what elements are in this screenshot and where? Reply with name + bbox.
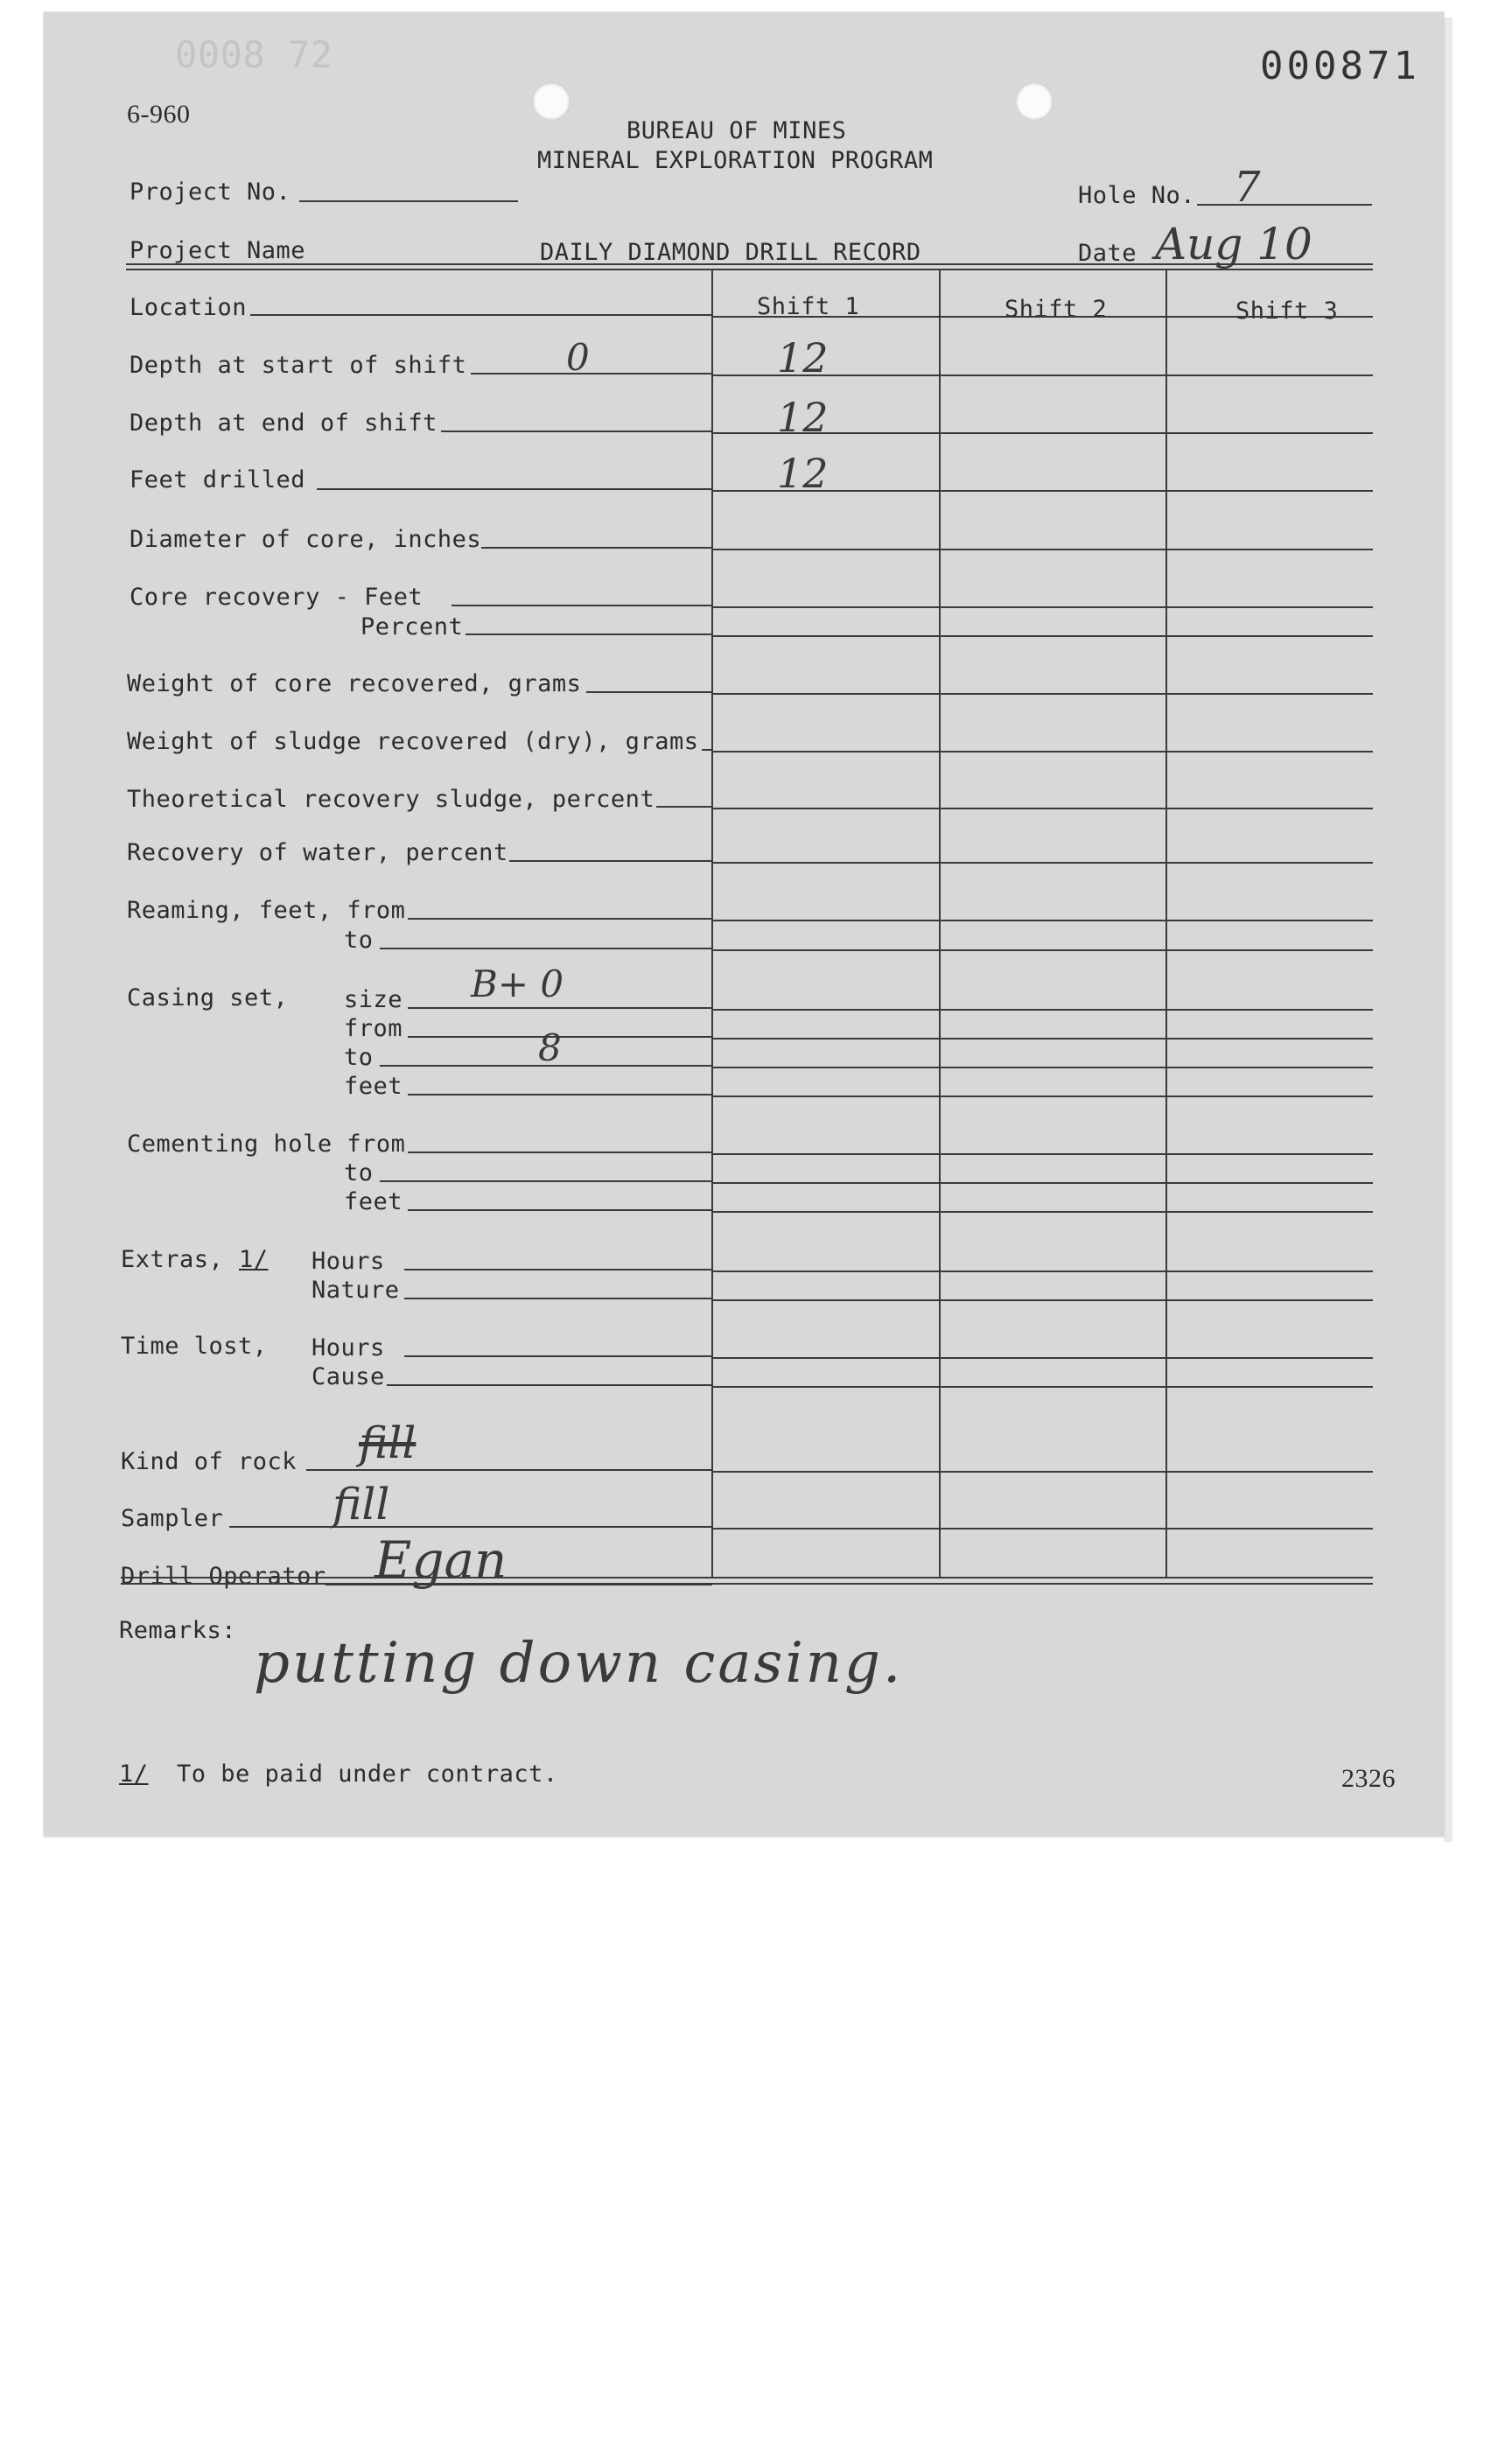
row-line-location: [712, 316, 1373, 318]
row-line-time-cause: [712, 1386, 1373, 1388]
column-header-shift-3: Shift 3: [1236, 298, 1339, 325]
depth-end-shift-1: 12: [777, 394, 829, 441]
depth-end-field[interactable]: [441, 430, 712, 432]
depth-start-field[interactable]: [471, 373, 712, 374]
kind-of-rock-label: Kind of rock: [121, 1448, 298, 1475]
row-line-time-hours: [712, 1357, 1373, 1359]
row-line-sampler: [712, 1528, 1373, 1530]
cementing-from-field[interactable]: [408, 1152, 712, 1153]
hole-no-field[interactable]: [1197, 204, 1372, 206]
serial-stamp: 000871: [1260, 44, 1420, 88]
extras-footnote-mark: 1/: [239, 1246, 269, 1273]
weight-core-field[interactable]: [586, 691, 712, 693]
date-value: Aug 10: [1155, 219, 1312, 270]
hole-no-label: Hole No.: [1078, 182, 1196, 209]
theoretical-field[interactable]: [656, 806, 712, 808]
column-divider-3: [1166, 269, 1167, 1578]
row-line-cementing-feet: [712, 1211, 1373, 1213]
reaming-label: Reaming, feet, from: [127, 897, 406, 924]
column-divider-2: [939, 269, 941, 1578]
depth-end-label: Depth at end of shift: [130, 410, 438, 437]
sampler-label: Sampler: [121, 1505, 224, 1532]
core-recovery-label: Core recovery - Feet: [130, 584, 424, 611]
casing-size-value: B+ 0: [471, 962, 564, 1005]
extras-hours-field[interactable]: [404, 1269, 712, 1270]
weight-sludge-label: Weight of sludge recovered (dry), grams: [127, 728, 699, 755]
depth-start-label: Depth at start of shift: [130, 352, 467, 379]
punch-hole-right: [1015, 82, 1054, 121]
core-recovery-percent-field[interactable]: [466, 634, 712, 635]
feet-drilled-shift-1: 12: [777, 450, 829, 497]
weight-core-label: Weight of core recovered, grams: [127, 670, 582, 697]
kind-of-rock-field[interactable]: [306, 1469, 712, 1471]
drill-operator-value: Egan: [374, 1530, 508, 1590]
project-name-label: Project Name: [130, 237, 306, 264]
casing-from-label: from: [344, 1015, 403, 1042]
paper-shadow: [1444, 18, 1452, 1842]
theoretical-label: Theoretical recovery sludge, percent: [127, 786, 655, 813]
form-code: 2326: [1341, 1764, 1396, 1793]
row-line-core-feet: [712, 606, 1373, 608]
date-label: Date: [1078, 240, 1138, 267]
feet-drilled-field[interactable]: [317, 488, 712, 490]
agency-line-2: MINERAL EXPLORATION PROGRAM: [537, 147, 934, 174]
time-hours-label: Hours: [312, 1334, 385, 1362]
extras-label: Extras,: [121, 1246, 224, 1273]
water-field[interactable]: [509, 860, 712, 862]
row-line-cementing-from: [712, 1153, 1373, 1155]
row-line-theoretical: [712, 808, 1373, 809]
column-divider-1: [711, 269, 713, 1578]
bottom-rule-2: [121, 1583, 1373, 1585]
row-line-weight-core: [712, 693, 1373, 695]
extras-nature-field[interactable]: [404, 1298, 712, 1299]
casing-to-label: to: [344, 1044, 374, 1071]
feet-drilled-label: Feet drilled: [130, 466, 306, 494]
agency-line-1: BUREAU OF MINES: [626, 117, 847, 144]
header-rule-1: [126, 263, 1373, 265]
faded-stamp: 0008 72: [175, 33, 333, 76]
casing-label: Casing set,: [127, 984, 289, 1012]
cementing-to-field[interactable]: [380, 1180, 712, 1182]
column-header-shift-2: Shift 2: [1004, 296, 1108, 323]
casing-size-field[interactable]: [408, 1007, 712, 1009]
diameter-label: Diameter of core, inches: [130, 526, 482, 553]
row-line-kind-of-rock: [712, 1471, 1373, 1473]
form-title: DAILY DIAMOND DRILL RECORD: [540, 239, 921, 266]
cementing-feet-label: feet: [344, 1188, 403, 1215]
punch-hole-left: [532, 82, 570, 121]
bottom-rule-1: [121, 1577, 1373, 1578]
remarks-value: putting down casing.: [254, 1631, 904, 1696]
reaming-to-field[interactable]: [380, 948, 712, 949]
form-sheet: [44, 12, 1444, 1837]
time-cause-label: Cause: [312, 1363, 385, 1390]
casing-feet-label: feet: [344, 1073, 403, 1100]
form-number: 6-960: [127, 100, 191, 129]
drill-operator-label: Drill Operator: [121, 1563, 326, 1590]
row-line-casing-to: [712, 1067, 1373, 1068]
time-cause-field[interactable]: [387, 1384, 712, 1386]
cementing-label: Cementing hole from: [127, 1130, 406, 1158]
row-line-water: [712, 862, 1373, 864]
row-line-casing-from: [712, 1038, 1373, 1040]
sampler-value: fill: [332, 1479, 390, 1530]
row-line-diameter: [712, 549, 1373, 550]
location-label: Location: [130, 294, 248, 321]
core-percent-label: Percent: [360, 613, 464, 640]
row-line-reaming-to: [712, 949, 1373, 951]
project-no-field[interactable]: [299, 200, 518, 202]
cementing-to-label: to: [344, 1159, 374, 1186]
sampler-field[interactable]: [229, 1526, 712, 1528]
hole-no-value: 7: [1234, 163, 1261, 212]
row-line-cementing-to: [712, 1182, 1373, 1184]
cementing-feet-field[interactable]: [408, 1209, 712, 1211]
header-rule-2: [126, 269, 1373, 270]
water-label: Recovery of water, percent: [127, 839, 508, 866]
weight-sludge-field[interactable]: [702, 749, 712, 751]
extras-nature-label: Nature: [312, 1277, 400, 1304]
remarks-label: Remarks:: [119, 1617, 237, 1644]
row-line-weight-sludge: [712, 751, 1373, 752]
time-hours-field[interactable]: [404, 1355, 712, 1357]
casing-to-value: 8: [538, 1026, 562, 1069]
extras-hours-label: Hours: [312, 1248, 385, 1275]
reaming-to-label: to: [344, 927, 374, 954]
row-line-core-percent: [712, 635, 1373, 637]
diameter-field[interactable]: [481, 547, 712, 549]
row-line-casing-feet: [712, 1096, 1373, 1097]
core-recovery-feet-field[interactable]: [452, 605, 712, 606]
depth-start-value: 0: [566, 336, 590, 379]
depth-start-shift-1: 12: [777, 334, 829, 382]
column-header-shift-1: Shift 1: [757, 293, 860, 320]
row-line-extras-nature: [712, 1299, 1373, 1301]
reaming-from-field[interactable]: [408, 918, 712, 920]
row-line-casing-size: [712, 1009, 1373, 1011]
casing-size-label: size: [344, 986, 403, 1013]
footnote-text: To be paid under contract.: [177, 1760, 558, 1788]
time-lost-label: Time lost,: [121, 1333, 268, 1360]
project-no-label: Project No.: [130, 178, 291, 206]
location-field[interactable]: [250, 314, 712, 316]
kind-of-rock-value: fill: [359, 1418, 416, 1468]
row-line-extras-hours: [712, 1270, 1373, 1272]
casing-feet-field[interactable]: [408, 1094, 712, 1096]
footnote-mark: 1/: [119, 1760, 149, 1788]
row-line-reaming-from: [712, 920, 1373, 921]
